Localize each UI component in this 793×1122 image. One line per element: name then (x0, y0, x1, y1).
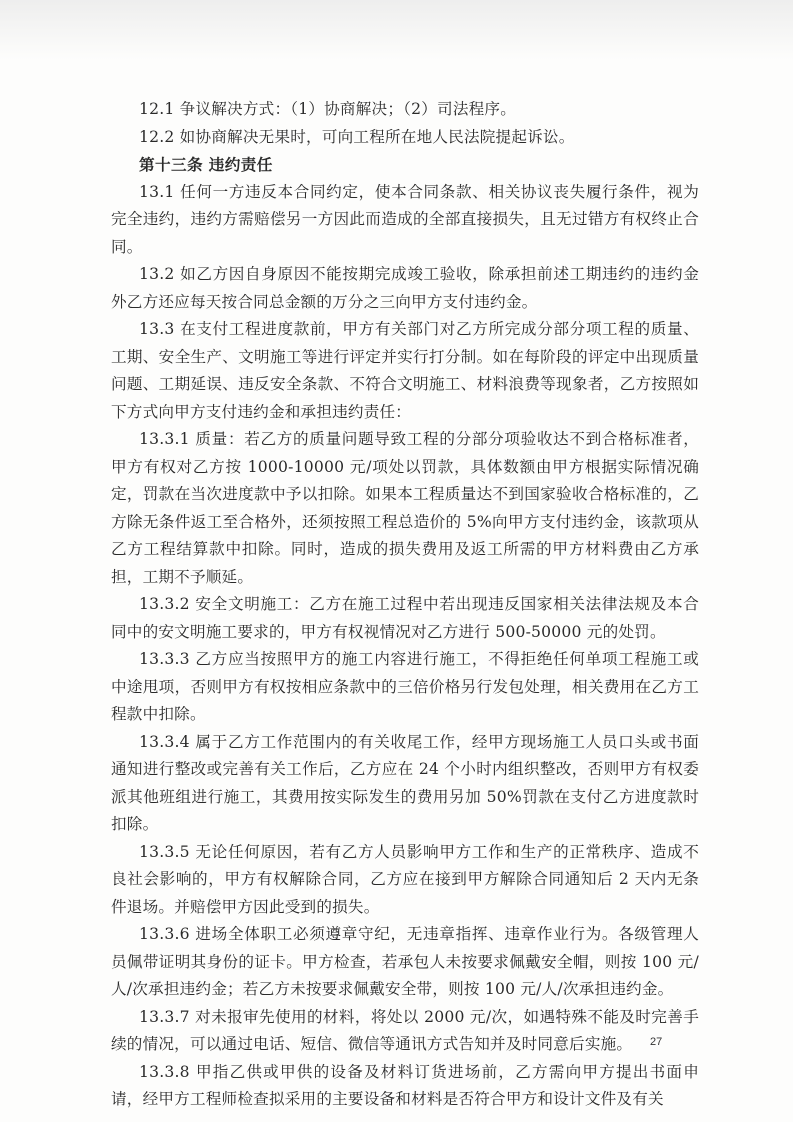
clause-12-2: 12.2 如协商解决无果时，可向工程所在地人民法院提起诉讼。 (139, 127, 575, 146)
page-number: 27 (650, 1036, 663, 1048)
clause-13-3-6: 13.3.6 进场全体职工必须遵章守纪，无违章指挥、违章作业行为。各级管理人员佩带证明其身份的证卡。甲方检查，若承包人未按要求佩戴安全帽，则按 100 元/人/次承担违约金；若乙方未按要求佩戴安全带，则按 100 元/人/次承担违约金。 (111, 925, 699, 998)
clause-13-3-4: 13.3.4 属于乙方工作范围内的有关收尾工作，经甲方现场施工人员口头或书面通知进行整改或完善有关工作后，乙方应在 24 个小时内组织整改，否则甲方有权委派其他班组进行施工，其费用按实际发生的费用另加 50%罚款在支付乙方进度款时扣除。 (111, 732, 699, 833)
article-13-heading: 第十三条 违约责任 (139, 155, 273, 174)
scan-bleed-through (0, 0, 793, 60)
clause-13-3-5: 13.3.5 无论任何原因，若有乙方人员影响甲方工作和生产的正常秩序、造成不良社会影响的，甲方有权解除合同，乙方应在接到甲方解除合同通知后 2 天内无条件退场。并赔偿甲方因此受到的损失。 (111, 842, 699, 916)
clause-13-3: 13.3 在支付工程进度款前，甲方有关部门对乙方所完成分部分项工程的质量、工期、安全生产、文明施工等进行评定并实行打分制。如在每阶段的评定中出现质量问题、工期延误、违反安全条款、不符合文明施工、材料浪费等现象者，乙方按照如下方式向甲方支付违约金和承担违约责任： (111, 320, 699, 421)
clause-13-1: 13.1 任何一方违反本合同约定，使本合同条款、相关协议丧失履行条件，视为完全违约，违约方需赔偿另一方因此而造成的全部直接损失，且无过错方有权终止合同。 (111, 182, 699, 256)
clause-13-3-7: 13.3.7 对未报审先使用的材料，将处以 2000 元/次，如遇特殊不能及时完善手续的情况，可以通过电话、短信、微信等通讯方式告知并及时同意后实施。 (111, 1007, 699, 1053)
clause-13-3-2: 13.3.2 安全文明施工：乙方在施工过程中若出现违反国家相关法律法规及本合同中的安文明施工要求的，甲方有权视情况对乙方进行 500-50000 元的处罚。 (111, 595, 699, 641)
clause-12-1: 12.1 争议解决方式：（1）协商解决；（2）司法程序。 (139, 100, 516, 118)
clause-13-2: 13.2 如乙方因自身原因不能按期完成竣工验收，除承担前述工期违约的违约金外乙方还应每天按合同总金额的万分之三向甲方支付违约金。 (111, 265, 699, 311)
clause-13-3-3: 13.3.3 乙方应当按照甲方的施工内容进行施工，不得拒绝任何单项工程施工或中途甩项，否则甲方有权按相应条款中的三倍价格另行发包处理，相关费用在乙方工程款中扣除。 (111, 650, 699, 723)
contract-text-body (111, 96, 699, 1114)
clause-13-3-1: 13.3.1 质量：若乙方的质量问题导致工程的分部分项验收达不到合格标准者，甲方有权对乙方按 1000-10000 元/项处以罚款，具体数额由甲方根据实际情况确定，罚款在当次进度款中予以扣除。如果本工程质量达不到国家验收合格标准的，乙方除无条件返工至合格外，还须按照工程总造价的 5%向甲方支付违约金，该款项从乙方工程结算款中扣除。同时，造成的损失费用及返工所需的甲方材料费由乙方承担，工期不予顺延。 (111, 430, 699, 586)
clause-13-3-8: 13.3.8 甲指乙供或甲供的设备及材料订货进场前，乙方需向甲方提出书面申请，经甲方工程师检查拟采用的主要设备和材料是否符合甲方和设计文件及有关 (111, 1062, 699, 1108)
